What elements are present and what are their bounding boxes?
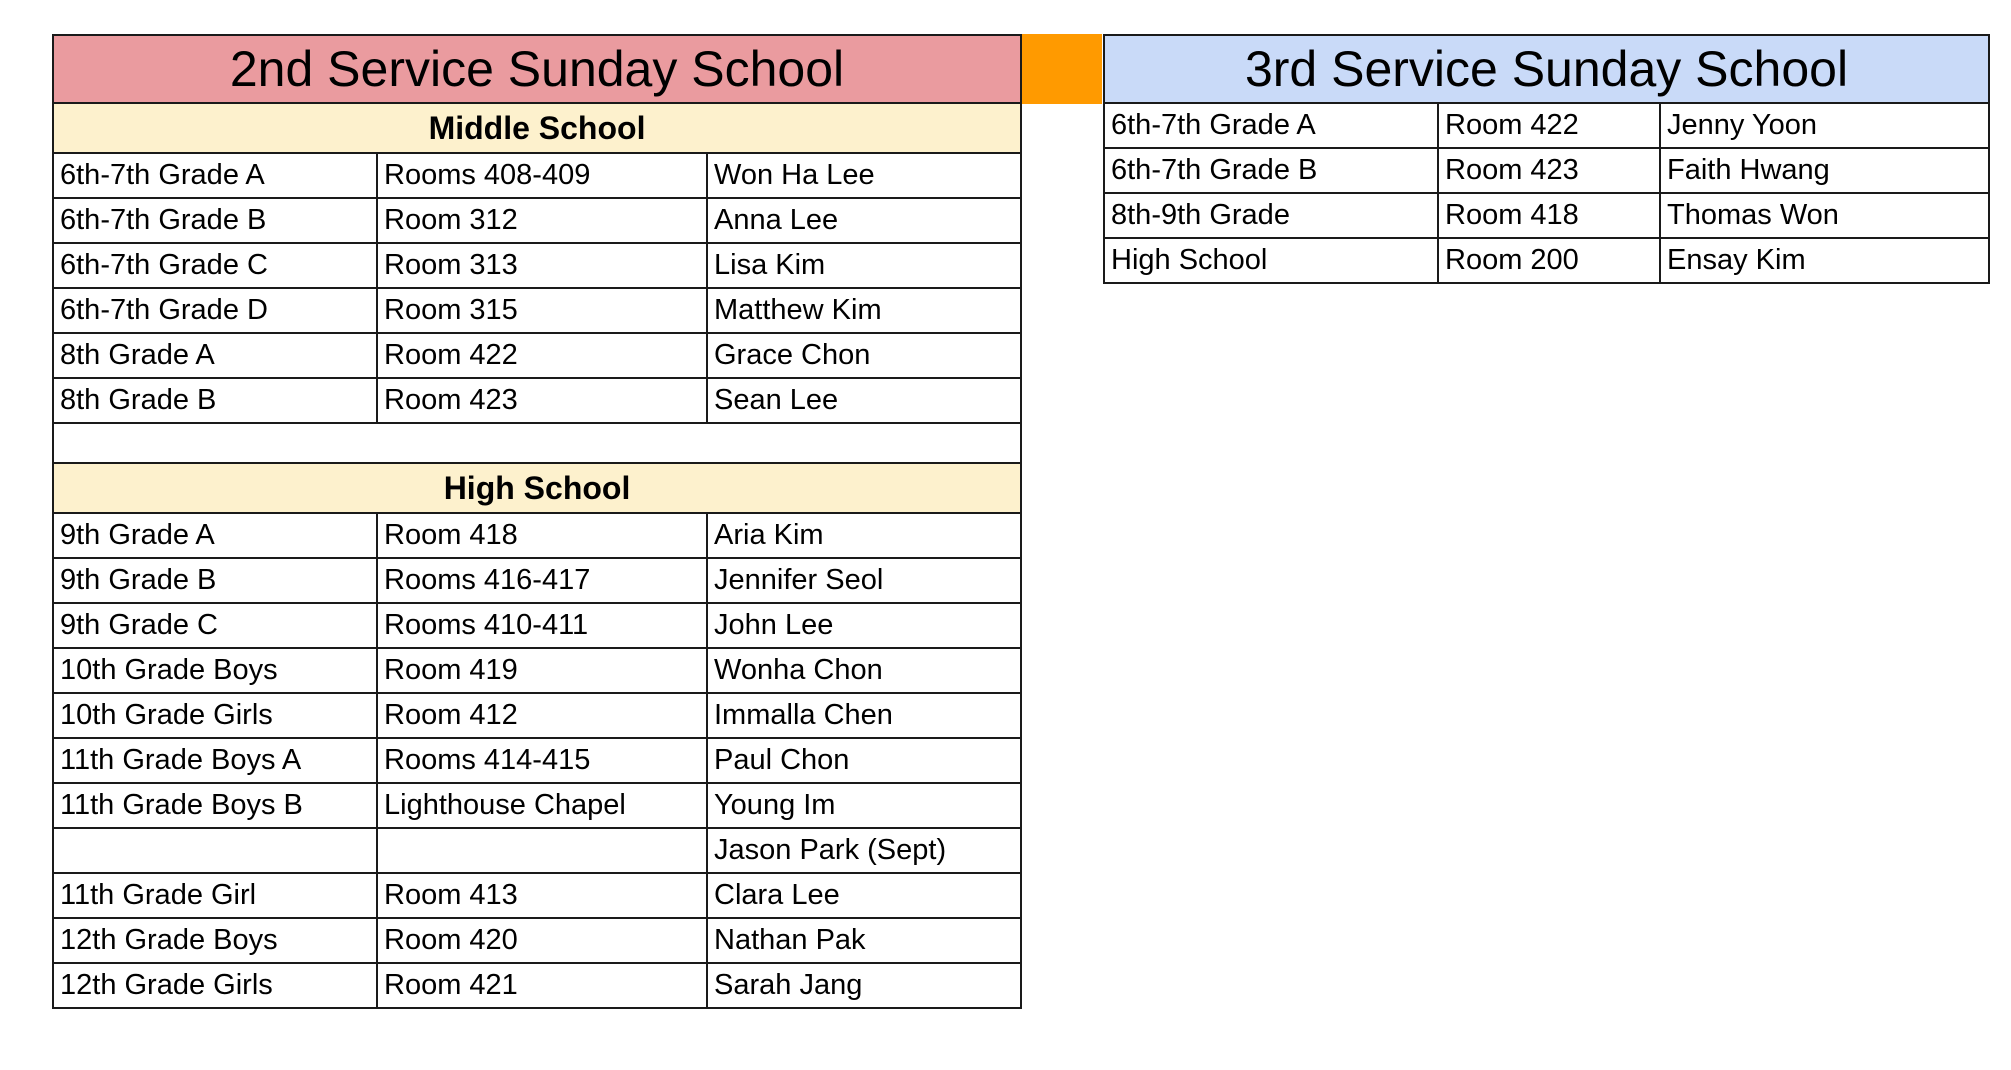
room-cell: Lighthouse Chapel xyxy=(377,783,707,828)
table-row xyxy=(1104,148,1989,193)
room-cell: Room 315 xyxy=(377,288,707,333)
grade-cell: 6th-7th Grade B xyxy=(1104,148,1438,193)
grade-cell: 11th Grade Boys A xyxy=(53,738,377,783)
table-row xyxy=(1104,193,1989,238)
teacher-cell: John Lee xyxy=(707,603,1021,648)
grade-cell: 9th Grade A xyxy=(53,513,377,558)
room-cell: Room 423 xyxy=(1438,148,1660,193)
table-row xyxy=(53,783,1021,828)
teacher-cell: Jenny Yoon xyxy=(1660,103,1989,148)
grade-cell: 9th Grade B xyxy=(53,558,377,603)
table-row xyxy=(53,558,1021,603)
teacher-cell: Jennifer Seol xyxy=(707,558,1021,603)
teacher-cell: Sarah Jang xyxy=(707,963,1021,1008)
table-row xyxy=(53,153,1021,198)
table-row xyxy=(53,288,1021,333)
table-row xyxy=(53,873,1021,918)
table-row xyxy=(53,693,1021,738)
room-cell: Room 418 xyxy=(377,513,707,558)
room-cell: Room 422 xyxy=(377,333,707,378)
room-cell: Rooms 408-409 xyxy=(377,153,707,198)
table-row xyxy=(53,963,1021,1008)
table-row xyxy=(53,648,1021,693)
room-cell: Rooms 416-417 xyxy=(377,558,707,603)
room-cell xyxy=(377,828,707,873)
second-service-panel xyxy=(52,34,1020,1009)
table-row xyxy=(53,378,1021,423)
accent-orange-block xyxy=(1022,34,1102,104)
grade-cell: 12th Grade Girls xyxy=(53,963,377,1008)
third-service-table xyxy=(1103,34,1990,284)
grade-cell: 6th-7th Grade A xyxy=(1104,103,1438,148)
room-cell: Room 420 xyxy=(377,918,707,963)
grade-cell: 6th-7th Grade D xyxy=(53,288,377,333)
grade-cell: 8th Grade A xyxy=(53,333,377,378)
room-cell: Rooms 410-411 xyxy=(377,603,707,648)
room-cell: Room 418 xyxy=(1438,193,1660,238)
room-cell: Room 413 xyxy=(377,873,707,918)
grade-cell: 6th-7th Grade B xyxy=(53,198,377,243)
grade-cell: 6th-7th Grade A xyxy=(53,153,377,198)
room-cell: Rooms 414-415 xyxy=(377,738,707,783)
grade-cell: High School xyxy=(1104,238,1438,283)
room-cell: Room 412 xyxy=(377,693,707,738)
high-school-heading: High School xyxy=(53,463,1021,513)
teacher-cell: Lisa Kim xyxy=(707,243,1021,288)
grade-cell: 10th Grade Girls xyxy=(53,693,377,738)
grade-cell: 12th Grade Boys xyxy=(53,918,377,963)
third-service-panel xyxy=(1103,34,1988,284)
teacher-cell: Wonha Chon xyxy=(707,648,1021,693)
table-row xyxy=(53,198,1021,243)
teacher-cell: Paul Chon xyxy=(707,738,1021,783)
second-service-table xyxy=(52,34,1022,1009)
grade-cell: 10th Grade Boys xyxy=(53,648,377,693)
teacher-cell: Thomas Won xyxy=(1660,193,1989,238)
room-cell: Room 312 xyxy=(377,198,707,243)
teacher-cell: Jason Park (Sept) xyxy=(707,828,1021,873)
third-service-title: 3rd Service Sunday School xyxy=(1104,35,1989,103)
teacher-cell: Ensay Kim xyxy=(1660,238,1989,283)
teacher-cell: Immalla Chen xyxy=(707,693,1021,738)
middle-school-heading: Middle School xyxy=(53,103,1021,153)
room-cell: Room 422 xyxy=(1438,103,1660,148)
room-cell: Room 200 xyxy=(1438,238,1660,283)
table-row xyxy=(53,918,1021,963)
teacher-cell: Aria Kim xyxy=(707,513,1021,558)
grade-cell: 8th-9th Grade xyxy=(1104,193,1438,238)
room-cell: Room 313 xyxy=(377,243,707,288)
teacher-cell: Faith Hwang xyxy=(1660,148,1989,193)
table-row xyxy=(1104,103,1989,148)
table-row xyxy=(53,333,1021,378)
teacher-cell: Young Im xyxy=(707,783,1021,828)
grade-cell xyxy=(53,828,377,873)
teacher-cell: Nathan Pak xyxy=(707,918,1021,963)
teacher-cell: Clara Lee xyxy=(707,873,1021,918)
table-row xyxy=(53,513,1021,558)
teacher-cell: Sean Lee xyxy=(707,378,1021,423)
table-row xyxy=(53,828,1021,873)
teacher-cell: Won Ha Lee xyxy=(707,153,1021,198)
table-row xyxy=(53,243,1021,288)
section-spacer xyxy=(53,423,1021,463)
room-cell: Room 419 xyxy=(377,648,707,693)
grade-cell: 11th Grade Girl xyxy=(53,873,377,918)
teacher-cell: Matthew Kim xyxy=(707,288,1021,333)
table-row xyxy=(1104,238,1989,283)
room-cell: Room 423 xyxy=(377,378,707,423)
teacher-cell: Grace Chon xyxy=(707,333,1021,378)
grade-cell: 6th-7th Grade C xyxy=(53,243,377,288)
second-service-title: 2nd Service Sunday School xyxy=(53,35,1021,103)
grade-cell: 9th Grade C xyxy=(53,603,377,648)
table-row xyxy=(53,603,1021,648)
teacher-cell: Anna Lee xyxy=(707,198,1021,243)
grade-cell: 8th Grade B xyxy=(53,378,377,423)
table-row xyxy=(53,738,1021,783)
room-cell: Room 421 xyxy=(377,963,707,1008)
grade-cell: 11th Grade Boys B xyxy=(53,783,377,828)
